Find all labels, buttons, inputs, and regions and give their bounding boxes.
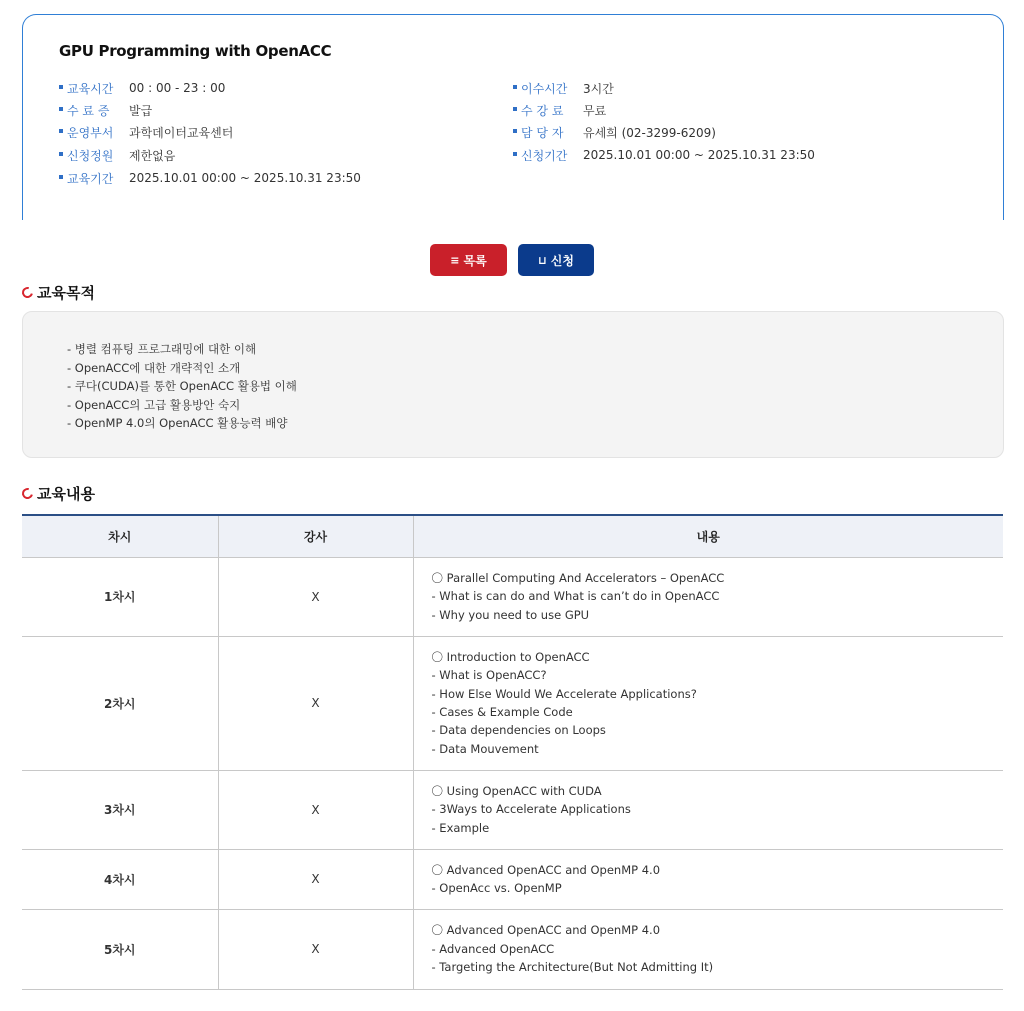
info-row-completion-hours [513, 79, 614, 97]
content-line: - Data Mouvement [431, 741, 539, 756]
objectives-heading [22, 282, 95, 303]
content-line: - Advanced OpenACC [431, 941, 555, 956]
apply-button[interactable] [518, 244, 594, 276]
objective-item: - OpenMP 4.0의 OpenACC 활용능력 배양 [67, 416, 288, 430]
instructor-cell: X [218, 849, 413, 909]
content-line: 〇 Using OpenACC with CUDA [431, 783, 602, 798]
session-cell: 2차시 [22, 636, 218, 770]
objectives-box [22, 311, 1004, 458]
objective-item: - 병렬 컴퓨팅 프로그래밍에 대한 이해 [67, 342, 257, 356]
info-row-edu-period [59, 169, 361, 187]
content-line: - What is OpenACC? [431, 668, 547, 683]
table-row [22, 557, 1003, 636]
info-label: 신청정원 [59, 147, 129, 164]
content-line: 〇 Advanced OpenACC and OpenMP 4.0 [431, 923, 661, 938]
info-label: 운영부서 [59, 124, 129, 141]
objective-item: - OpenACC에 대한 개략적인 소개 [67, 360, 241, 375]
table-row [22, 636, 1003, 770]
content-line: - Why you need to use GPU [431, 607, 590, 622]
curriculum-heading [22, 483, 95, 504]
content-line: - 3Ways to Accelerate Applications [431, 802, 631, 817]
info-label: 수 료 증 [59, 102, 129, 119]
info-label: 담 당 자 [513, 124, 583, 141]
session-cell: 3차시 [22, 770, 218, 849]
session-cell: 1차시 [22, 557, 218, 636]
info-label: 교육시간 [59, 80, 129, 97]
table-row [22, 849, 1003, 909]
info-value: 과학데이터교육센터 [129, 125, 234, 140]
content-cell [413, 636, 1003, 770]
apply-button-label: 신청 [550, 253, 574, 268]
header-content: 내용 [413, 515, 1003, 557]
info-value: 발급 [129, 103, 153, 118]
info-value: 무료 [583, 103, 607, 118]
session-cell: 5차시 [22, 909, 218, 989]
apply-icon: ⊔ [538, 253, 547, 267]
session-cell: 4차시 [22, 849, 218, 909]
instructor-cell: X [218, 909, 413, 989]
info-label: 이수시간 [513, 80, 583, 97]
header-session: 차시 [22, 515, 218, 557]
course-title: GPU Programming with OpenACC [59, 42, 332, 60]
list-button[interactable] [430, 244, 507, 276]
course-info-card [22, 14, 1004, 220]
content-line: - Cases & Example Code [431, 705, 573, 719]
objectives-title: 교육목적 [37, 284, 95, 302]
content-line: - Data dependencies on Loops [431, 723, 606, 738]
table-row [22, 909, 1003, 989]
content-line: - How Else Would We Accelerate Applications? [431, 686, 697, 701]
curriculum-title: 교육내용 [37, 485, 95, 503]
content-line: - Example [431, 820, 490, 835]
content-cell [413, 909, 1003, 989]
table-row [22, 770, 1003, 849]
info-row-capacity [59, 146, 175, 164]
content-line: 〇 Parallel Computing And Accelerators – OpenACC [431, 570, 725, 585]
content-line: 〇 Advanced OpenACC and OpenMP 4.0 [431, 862, 661, 877]
info-value: 2025.10.01 00:00 ~ 2025.10.31 23:50 [583, 148, 815, 162]
content-line: 〇 Introduction to OpenACC [431, 649, 590, 664]
info-row-apply-period [513, 146, 815, 164]
content-line: - What is can do and What is can’t do in OpenACC [431, 589, 720, 604]
section-bullet-icon [20, 285, 35, 300]
content-cell [413, 770, 1003, 849]
info-row-certificate [59, 101, 152, 119]
objective-item: - 쿠다(CUDA)를 통한 OpenACC 활용법 이해 [67, 379, 297, 393]
curriculum-table [22, 514, 1003, 990]
content-cell [413, 557, 1003, 636]
content-line: - OpenAcc vs. OpenMP [431, 881, 562, 895]
objective-item: - OpenACC의 고급 활용방안 숙지 [67, 397, 241, 412]
instructor-cell: X [218, 636, 413, 770]
info-row-edu-time [59, 79, 225, 97]
info-row-department [59, 123, 233, 141]
list-icon: ≡ [450, 253, 460, 267]
info-label: 교육기간 [59, 170, 129, 187]
info-value: 2025.10.01 00:00 ~ 2025.10.31 23:50 [129, 171, 361, 185]
section-bullet-icon [20, 486, 35, 501]
info-value: 제한없음 [129, 148, 176, 163]
info-value: 3시간 [583, 81, 614, 96]
info-value: 유세희 (02-3299-6209) [583, 125, 716, 140]
header-instructor: 강사 [218, 515, 413, 557]
content-cell [413, 849, 1003, 909]
info-value: 00 : 00 - 23 : 00 [129, 81, 226, 95]
info-label: 수 강 료 [513, 102, 583, 119]
table-header-row [22, 515, 1003, 557]
info-row-contact [513, 123, 716, 141]
info-row-fee [513, 101, 606, 119]
instructor-cell: X [218, 557, 413, 636]
info-label: 신청기간 [513, 147, 583, 164]
objectives-list [67, 340, 297, 433]
content-line: - Targeting the Architecture(But Not Admitting It) [431, 960, 714, 975]
instructor-cell: X [218, 770, 413, 849]
list-button-label: 목록 [463, 253, 487, 268]
